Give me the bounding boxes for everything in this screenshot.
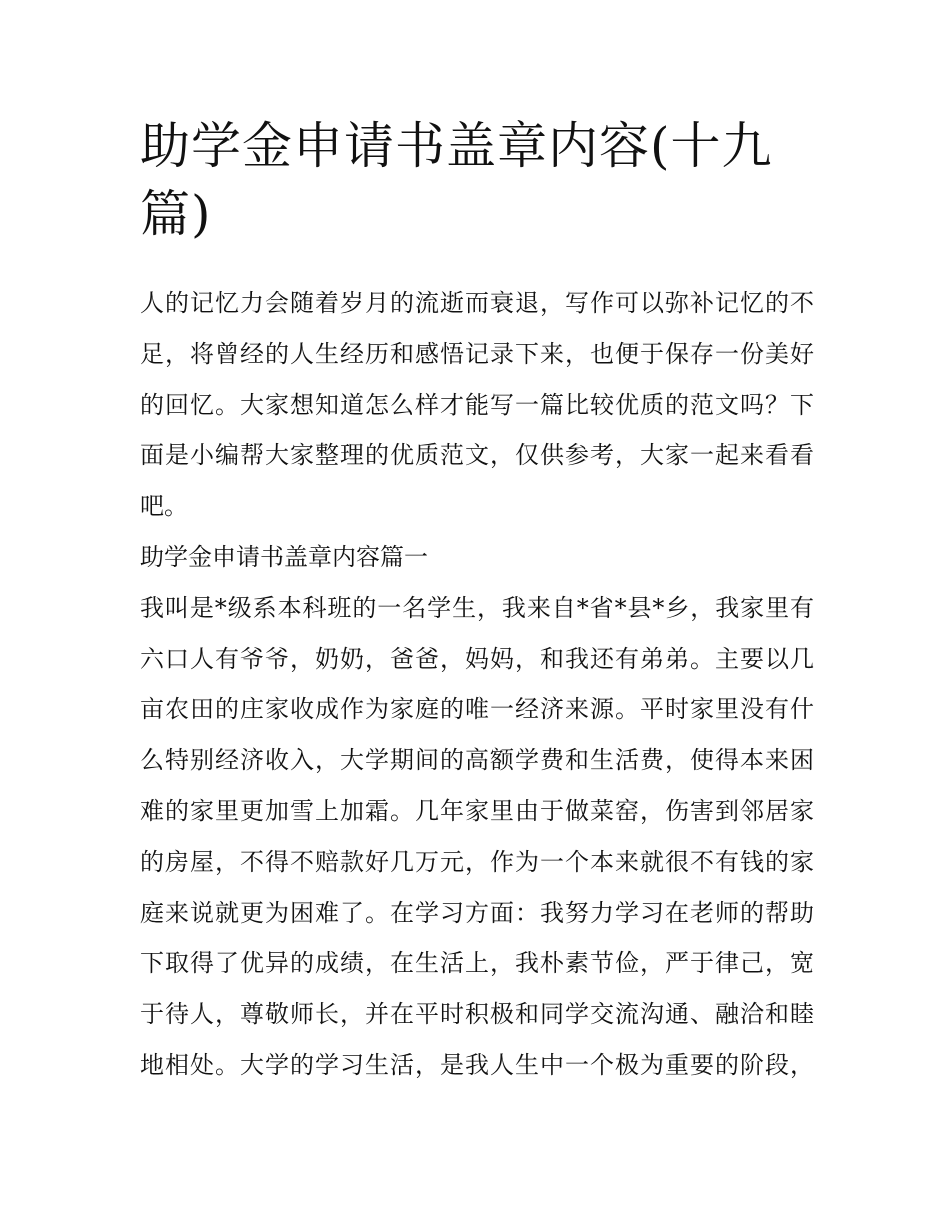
text-line: 足，将曾经的人生经历和感悟记录下来，也便于保存一份美好	[140, 339, 814, 368]
body-paragraph	[140, 583, 814, 1091]
intro-paragraph	[140, 278, 814, 532]
text-line: 六口人有爷爷，奶奶，爸爸，妈妈，和我还有弟弟。主要以几	[140, 644, 814, 673]
text-line: 人的记忆力会随着岁月的流逝而衰退，写作可以弥补记忆的不	[140, 289, 814, 317]
section-heading-text: 助学金申请书盖章内容篇一	[140, 542, 428, 571]
document-title	[140, 112, 814, 248]
text-line: 于待人，尊敬师长，并在平时积极和同学交流沟通、融洽和睦	[140, 1000, 814, 1029]
title-line: 篇)	[140, 185, 212, 243]
title-line: 助学金申请书盖章内容(十九	[140, 117, 773, 175]
text-line: 的房屋，不得不赔款好几万元，作为一个本来就很不有钱的家	[140, 847, 814, 876]
document-body	[140, 278, 814, 1091]
text-line: 难的家里更加雪上加霜。几年家里由于做菜窑，伤害到邻居家	[140, 796, 814, 825]
text-line: 下取得了优异的成绩，在生活上，我朴素节俭，严于律己，宽	[140, 949, 814, 978]
section-heading	[140, 532, 814, 583]
text-line: 面是小编帮大家整理的优质范文，仅供参考，大家一起来看看	[140, 441, 814, 470]
text-line: 地相处。大学的学习生活，是我人生中一个极为重要的阶段，	[140, 1050, 814, 1079]
text-line: 吧。	[140, 492, 188, 521]
text-line: 庭来说就更为困难了。在学习方面：我努力学习在老师的帮助	[140, 898, 814, 927]
text-line: 么特别经济收入，大学期间的高额学费和生活费，使得本来困	[140, 746, 814, 775]
text-line: 的回忆。大家想知道怎么样才能写一篇比较优质的范文吗？下	[140, 390, 814, 419]
text-line: 我叫是*级系本科班的一名学生，我来自*省*县*乡，我家里有	[140, 593, 814, 622]
document-page	[140, 112, 814, 1091]
text-line: 亩农田的庄家收成作为家庭的唯一经济来源。平时家里没有什	[140, 695, 814, 724]
